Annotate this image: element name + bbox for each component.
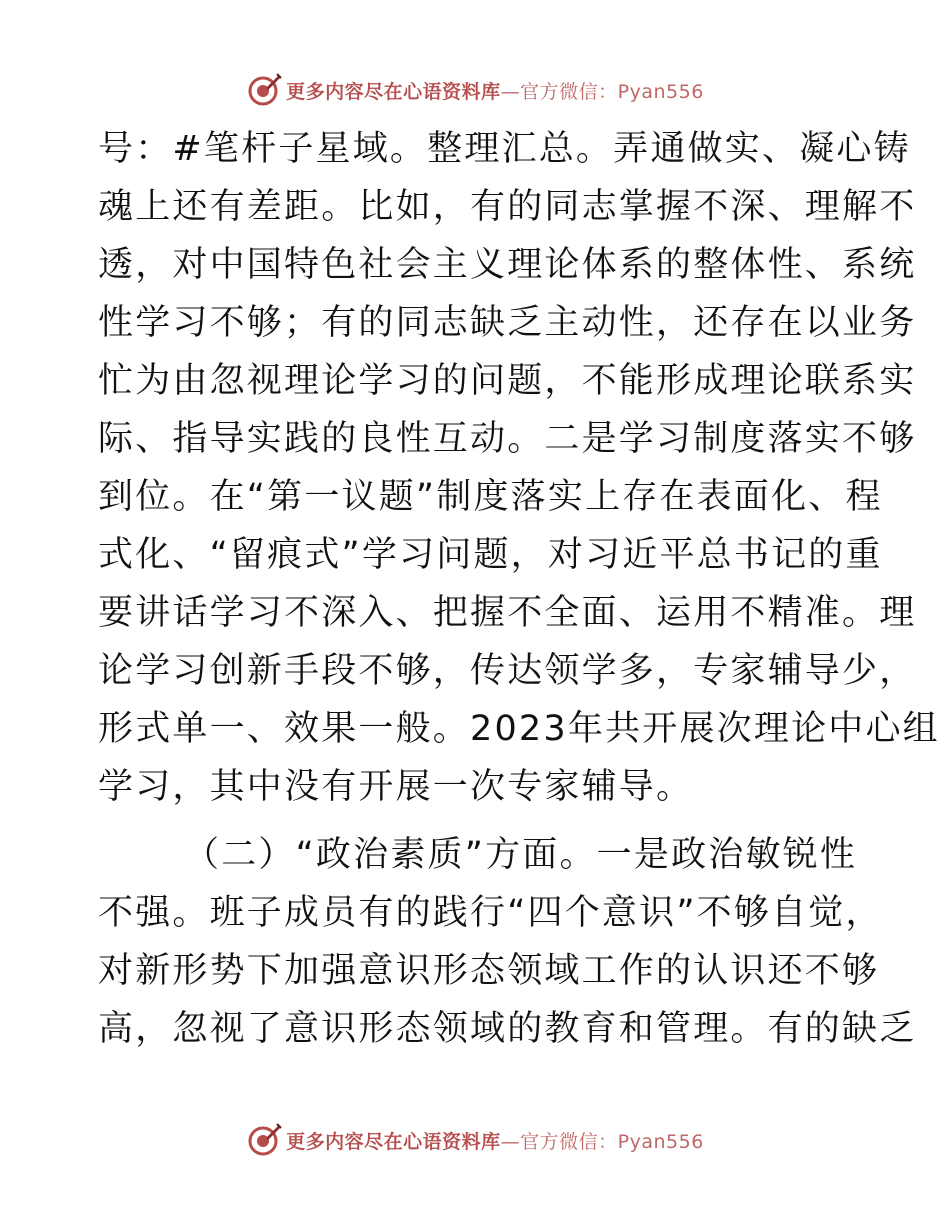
body-text	[98, 120, 940, 1058]
text-line: 透，对中国特色社会主义理论体系的整体性、系统	[98, 245, 917, 285]
footer-contact: —官方微信：Pyan556	[500, 1130, 704, 1153]
header-banner	[0, 72, 950, 108]
footer-banner	[0, 1122, 950, 1158]
text-line: 性学习不够；有的同志缺乏主动性，还存在以业务	[98, 303, 917, 343]
paragraph-gap	[98, 816, 858, 826]
text-line: 式化、“留痕式”学习问题，对习近平总书记的重	[98, 535, 883, 575]
text-line: 忙为由忽视理论学习的问题，不能形成理论联系实	[98, 361, 917, 401]
pen-logo-icon	[246, 72, 282, 108]
text-line: 号：#笔杆子星域。整理汇总。弄通做实、凝心铸	[98, 129, 911, 169]
footer-brand: 更多内容尽在心语资料库	[286, 1130, 501, 1153]
text-line: 不强。班子成员有的践行“四个意识”不够自觉，	[98, 893, 883, 933]
text-line: 到位。在“第一议题”制度落实上存在表面化、程	[98, 477, 883, 517]
text-line: 对新形势下加强意识形态领域工作的认识还不够	[98, 951, 880, 991]
text-line: 高，忽视了意识形态领域的教育和管理。有的缺乏	[98, 1009, 917, 1049]
text-line: 学习，其中没有开展一次专家辅导。	[98, 767, 694, 807]
text-line: 魂上还有差距。比如，有的同志掌握不深、理解不	[98, 187, 917, 227]
section-heading-line: （二）“政治素质”方面。一是政治敏锐性	[184, 835, 858, 875]
header-contact: —官方微信：Pyan556	[500, 80, 704, 103]
header-brand: 更多内容尽在心语资料库	[286, 80, 501, 103]
text-line: 际、指导实践的良性互动。二是学习制度落实不够	[98, 419, 917, 459]
pen-logo-icon	[246, 1122, 282, 1158]
text-line: 形式单一、效果一般。2023年共开展次理论中心组	[98, 709, 940, 749]
text-line: 要讲话学习不深入、把握不全面、运用不精准。理	[98, 593, 917, 633]
text-line: 论学习创新手段不够，传达领学多，专家辅导少，	[98, 651, 917, 691]
